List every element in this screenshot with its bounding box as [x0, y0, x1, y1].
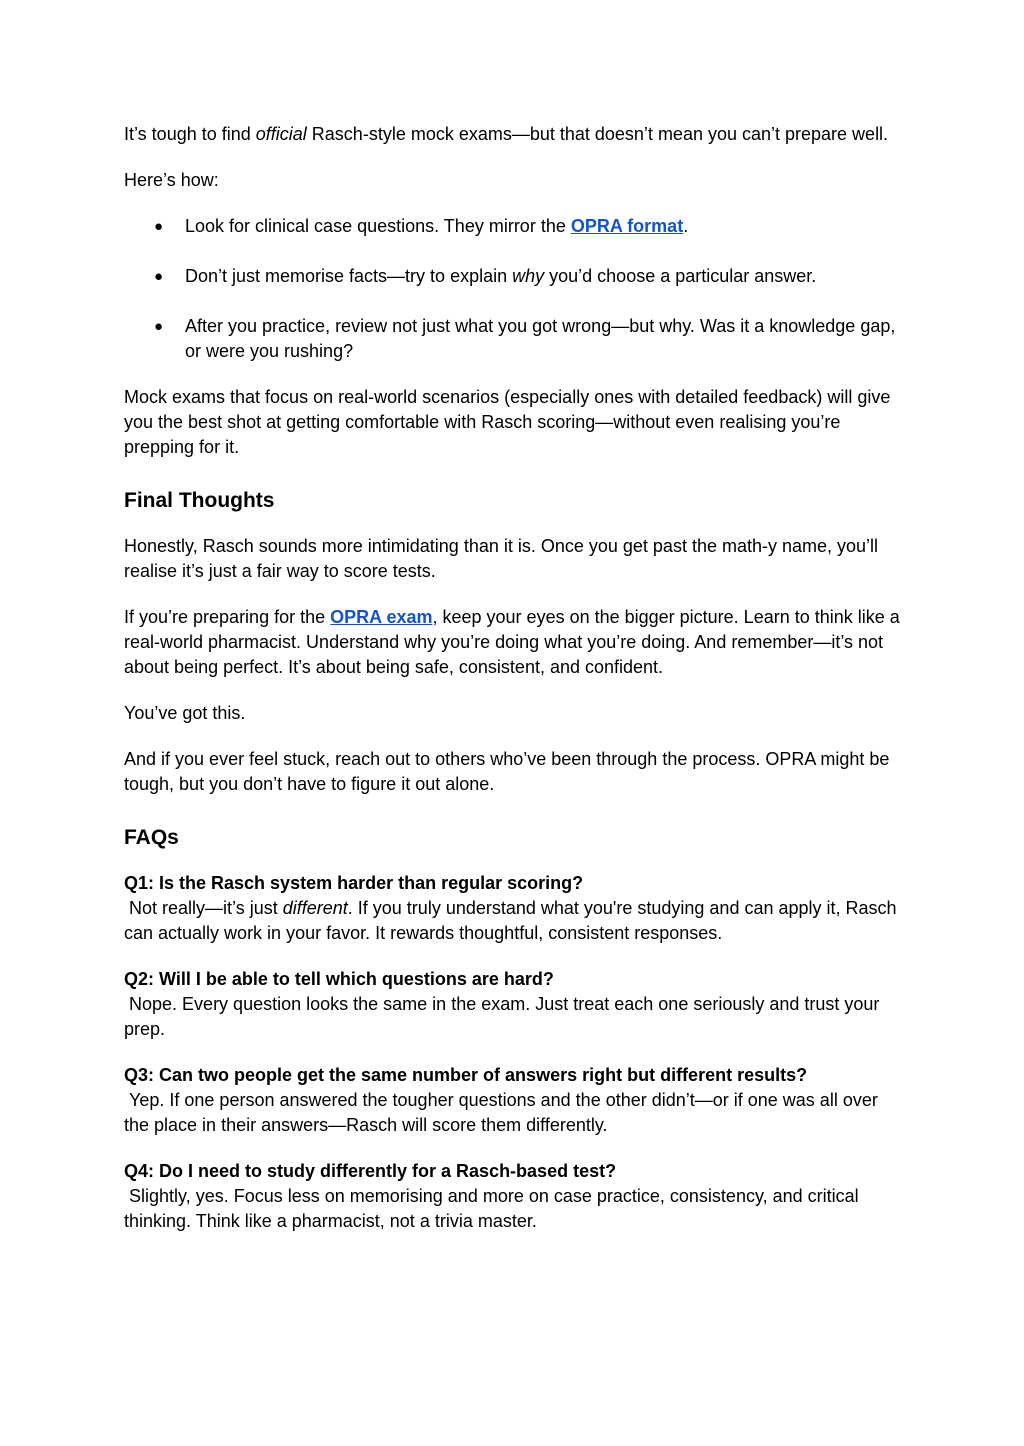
intro-text: It’s tough to find: [124, 124, 256, 144]
final-paragraph-3: You’ve got this.: [124, 703, 246, 723]
faq-answer: Nope. Every question looks the same in the exam. Just treat each one seriously and trust your prep.: [124, 994, 885, 1039]
faq-item: [124, 967, 904, 1042]
faq-answer-text-continued: . If you truly understand what you're studying and can apply it, Rasch can actually work in your favor. It rewards thoughtful, consistent responses.: [124, 898, 897, 943]
final-paragraph-4: And if you ever feel stuck, reach out to others who’ve been through the process. OPRA might be tough, but you don’t have to figure it out alone.: [124, 749, 890, 794]
faq-item: [124, 1063, 904, 1138]
final-paragraph-1: Honestly, Rasch sounds more intimidating than it is. Once you get past the math-y name, you’ll realise it’s just a fair way to score tests.: [124, 536, 879, 581]
faq-answer: [124, 896, 904, 946]
faq-question: Q4: Do I need to study differently for a Rasch-based test?: [124, 1161, 617, 1181]
faq-answer-text: Not really—it’s just: [124, 898, 283, 918]
list-item-text: After you practice, review not just what you got wrong—but why. Was it a knowledge gap, or were you rushing?: [185, 316, 896, 361]
faq-item: [124, 871, 904, 946]
bullet-icon: ●: [154, 218, 164, 235]
final-thoughts-heading: Final Thoughts: [124, 489, 275, 512]
intro-emphasis: official: [255, 124, 307, 144]
list-item: [124, 214, 904, 239]
list-item-text-end: .: [683, 216, 689, 236]
intro-text-continued: Rasch-style mock exams—but that doesn’t mean you can’t prepare well.: [306, 124, 889, 144]
bullet-icon: ●: [154, 268, 164, 285]
opra-format-link[interactable]: OPRA format: [570, 216, 684, 236]
list-item: [124, 264, 904, 289]
bullet-icon: ●: [154, 318, 164, 335]
faq-answer-emphasis: different: [282, 898, 348, 918]
faq-question: Q3: Can two people get the same number of answers right but different results?: [124, 1065, 808, 1085]
list-item-text: Don’t just memorise facts—try to explain: [185, 266, 513, 286]
list-item-emphasis: why: [512, 266, 545, 286]
intro-paragraph: [124, 122, 904, 147]
final-paragraph-2-text-continued: , keep your eyes on the bigger picture. Learn to think like a real-world pharmacist. Understand why you’re doing what you’re doing. And remember—it’s not about being perfect. It’s about being safe, consistent, and confident.: [124, 607, 900, 677]
list-item-text: Look for clinical case questions. They mirror the: [185, 216, 571, 236]
faqs-heading: FAQs: [124, 826, 179, 849]
mock-exams-paragraph: Mock exams that focus on real-world scenarios (especially ones with detailed feedback) will give you the best shot at getting comfortable with Rasch scoring—without even realising you’re prepping for it.: [124, 387, 891, 457]
final-paragraph-2: [124, 605, 904, 680]
tips-list: [124, 214, 904, 364]
list-item: [124, 314, 904, 364]
opra-exam-link[interactable]: OPRA exam: [330, 607, 433, 627]
faq-question: Q2: Will I be able to tell which questions are hard?: [124, 969, 554, 989]
faq-answer: Yep. If one person answered the tougher questions and the other didn’t—or if one was all over the place in their answers—Rasch will score them differently.: [124, 1090, 883, 1135]
faq-answer: Slightly, yes. Focus less on memorising and more on case practice, consistency, and critical thinking. Think like a pharmacist, not a trivia master.: [124, 1186, 864, 1231]
heres-how-paragraph: Here’s how:: [124, 170, 219, 190]
faq-item: [124, 1159, 904, 1234]
faq-question: Q1: Is the Rasch system harder than regular scoring?: [124, 873, 584, 893]
final-paragraph-2-text: If you’re preparing for the: [124, 607, 331, 627]
document-page: [124, 122, 904, 1255]
list-item-text-end: you’d choose a particular answer.: [544, 266, 817, 286]
